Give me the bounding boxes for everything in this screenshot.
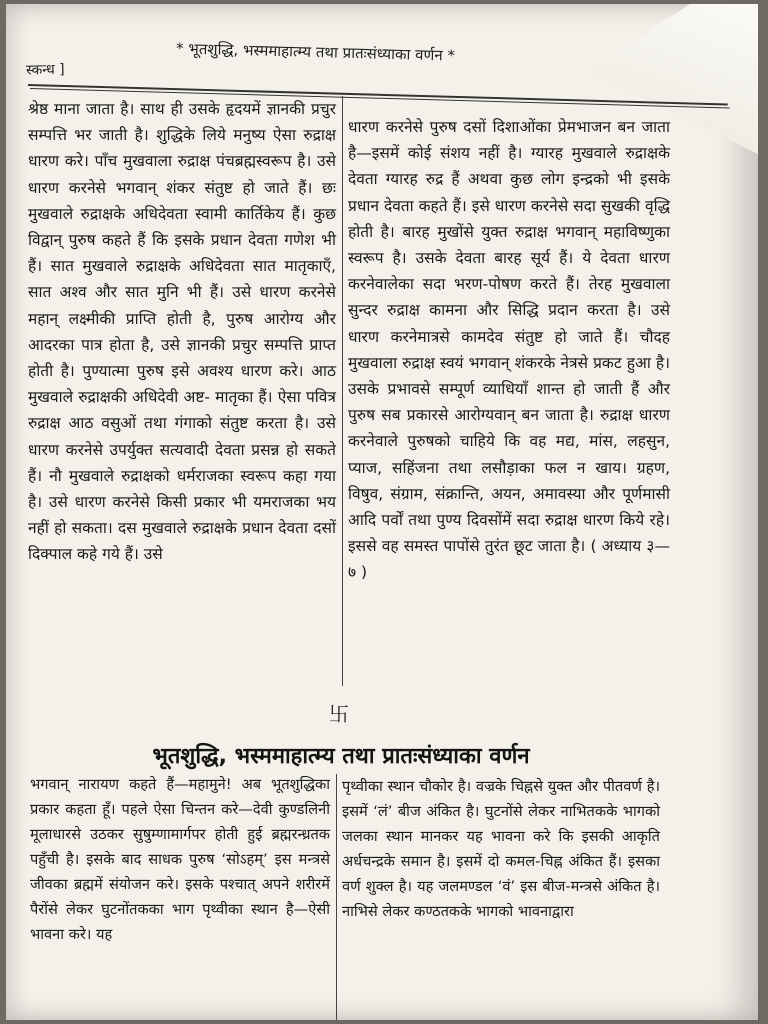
swastika-ornament: 卐 — [329, 702, 349, 726]
book-page — [6, 4, 758, 1020]
section-label: स्कन्ध ] — [25, 61, 65, 79]
text-column-right-bottom — [342, 774, 660, 924]
paragraph: धारण करनेसे पुरुष दसों दिशाओंका प्रेमभाजन बन जाता है—इसमें कोई संशय नहीं है। ग्यारह मुखवाले रुद्राक्षके देवता ग्यारह रुद्र हैं अथवा कुछ लोग इन्द्रको भी इसके प्रधान देवता कहते हैं। इसे धारण करनेसे सदा सुखकी वृद्धि होती है। बारह मुखोंसे युक्त रुद्राक्ष भगवान् महाविष्णुका स्वरूप है। उसके देवता बारह सूर्य हैं। ये देवता धारण करनेवालेका सदा भरण-पोषण करते हैं। तेरह मुखवाला सुन्दर रुद्राक्ष कामना और सिद्धि प्रदान करता है। उसे धारण करनेमात्रसे कामदेव संतुष्ट हो जाते हैं। चौदह मुखवाला रुद्राक्ष स्वयं भगवान् शंकरके नेत्रसे प्रकट हुआ है। उसके प्रभावसे सम्पूर्ण व्याधियाँ शान्त हो जाती हैं और पुरुष सब प्रकारसे आरोग्यवान् बन जाता है। रुद्राक्ष धारण करनेवाले पुरुषको चाहिये कि वह मद्य, मांस, लहसुन, प्याज, सहिंजना तथा लसौड़ाका फल न खाय। ग्रहण, विषुव, संग्राम, संक्रान्ति, अयन, अमावस्या और पूर्णमासी आदि पर्वों तथा पुण्य दिवसोंमें सदा रुद्राक्ष धारण किये रहे। इससे वह समस्त पापोंसे तुरंत छूट जाता है। ( अध्याय ३—७ ) — [348, 118, 670, 582]
column-divider — [342, 96, 343, 686]
paragraph: भगवान् नारायण कहते हैं—महामुने! अब भूतशुद्धिका प्रकार कहता हूँ। पहले ऐसा चिन्तन करे—देवी कुण्डलिनी मूलाधारसे उठकर सुषुम्णामार्गपर होती हुई ब्रह्मरन्ध्रतक पहुँची है। इसके बाद साधक पुरुष ‘सोऽहम्’ इस मन्त्रसे जीवका ब्रह्ममें संयोजन करे। इसके पश्चात् अपने शरीरमें पैरोंसे लेकर घुटनोंतकका भाग पृथ्वीका स्थान है—ऐसी भावना करे। यह — [30, 776, 330, 943]
text-column-left-bottom — [30, 772, 330, 947]
page-header — [25, 34, 726, 79]
running-title: * भूतशुद्धि, भस्ममाहात्म्य तथा प्रातःसंध्याका वर्णन * — [175, 39, 456, 65]
text-column-right-top — [348, 114, 670, 586]
paragraph: पृथ्वीका स्थान चौकोर है। वज्रके चिह्नसे युक्त और पीतवर्ण है। इसमें ‘लं’ बीज अंकित है। घुटनोंसे लेकर नाभितकके भागको जलका स्थान मानकर यह भावना करे कि इसकी आकृति अर्धचन्द्रके समान है। इसमें दो कमल-चिह्न अंकित हैं। इसका वर्ण शुक्ल है। यह जलमण्डल ‘वं’ इस बीज-मन्त्रसे अंकित है। नाभिसे लेकर कण्ठतकके भागको भावनाद्वारा — [342, 778, 660, 920]
paragraph: श्रेष्ठ माना जाता है। साथ ही उसके हृदयमें ज्ञानकी प्रचुर सम्पत्ति भर जाती है। शुद्धिके लिये मनुष्य ऐसा रुद्राक्ष धारण करे। पाँच मुखवाला रुद्राक्ष पंचब्रह्मस्वरूप है। उसे धारण करनेसे भगवान् शंकर संतुष्ट हो जाते हैं। छः मुखवाले रुद्राक्षके अधिदेवता स्वामी कार्तिकेय हैं। कुछ विद्वान् पुरुष कहते हैं कि इसके प्रधान देवता गणेश भी हैं। सात मुखवाले रुद्राक्षके अधिदेवता सात मातृकाएँ, सात अश्व और सात मुनि भी हैं। उसे धारण करनेसे महान् लक्ष्मीकी प्राप्ति होती है, पुरुष आरोग्य और आदरका पात्र होता है, उसे ज्ञानकी प्रचुर सम्पत्ति प्राप्त होती है। पुण्यात्मा पुरुष इसे अवश्य धारण करे। आठ मुखवाले रुद्राक्षकी अधिदेवी अष्ट- मातृका हैं। ऐसा पवित्र रुद्राक्ष आठ वसुओं तथा गंगाको संतुष्ट करता है। उसे धारण करनेसे उपर्युक्त सत्यवादी देवता प्रसन्न हो सकते हैं। नौ मुखवाले रुद्राक्षको धर्मराजका स्वरूप कहा गया है। उसे धारण करनेसे किसी प्रकार भी यमराजका भय नहीं हो सकता। दस मुखवाले रुद्राक्षके प्रधान देवता दसों दिक्पाल कहे गये हैं। उसे — [28, 100, 336, 564]
section-heading: भूतशुद्धि, भस्ममाहात्म्य तथा प्रातःसंध्याका वर्णन — [152, 744, 530, 769]
text-column-left-top — [28, 96, 336, 568]
column-divider — [336, 774, 337, 1020]
